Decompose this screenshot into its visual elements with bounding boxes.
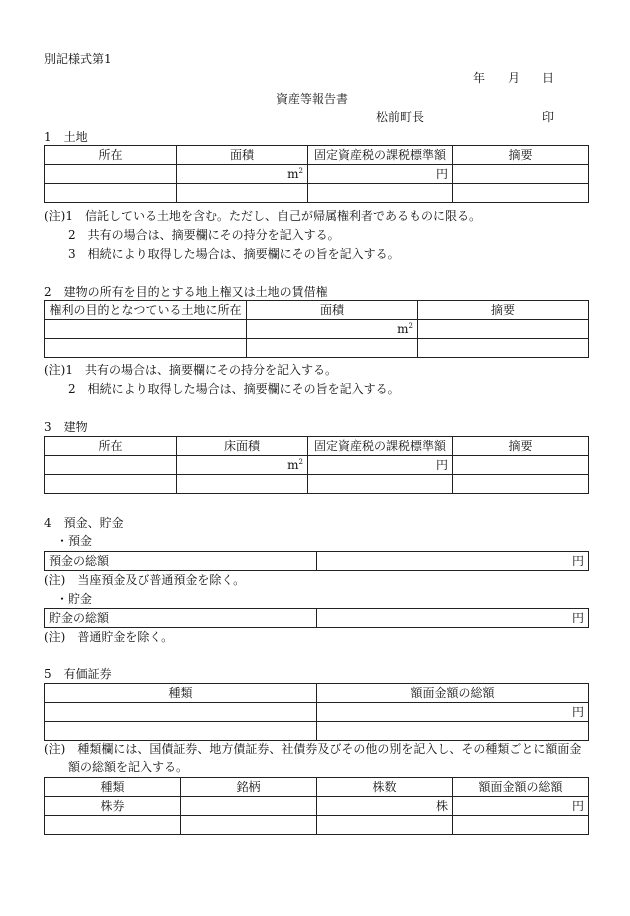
yen-unit: 円 [571,705,584,719]
form-number: 別記様式第1 [44,52,112,66]
note-line: 2 相続により取得した場合は、摘要欄にその旨を記入する。 [68,382,400,396]
remarks-cell[interactable] [453,165,589,184]
section-heading: 4 預金、貯金 [44,516,124,530]
area-cell[interactable] [247,320,418,339]
type-cell[interactable] [45,816,181,835]
row-label: 貯金の総額 [45,609,317,628]
row-label: 預金の総額 [45,552,317,571]
page-title: 資産等報告書 [276,92,349,106]
area-unit-exponent: 2 [298,458,303,466]
area-unit: m [287,167,299,181]
area-cell[interactable] [247,339,418,358]
column-header: 所在 [45,437,177,456]
note-line: (注) 普通貯金を除く。 [44,630,174,644]
table-row [45,184,589,203]
column-header: 銘柄 [181,778,317,797]
face-value-cell[interactable] [453,797,589,816]
section-heading: 2 建物の所有を目的とする地上権又は土地の賃借権 [44,285,328,299]
remarks-cell[interactable] [453,456,589,475]
column-header: 面積 [177,146,308,165]
column-header: 床面積 [177,437,308,456]
location-cell[interactable] [45,475,177,494]
table-row [45,797,589,816]
location-cell[interactable] [45,339,247,358]
section-heading: 3 建物 [44,420,88,434]
note-line: 3 相続により取得した場合は、摘要欄にその旨を記入する。 [68,247,400,261]
floor-area-cell[interactable] [177,456,308,475]
tax-base-cell[interactable] [308,475,453,494]
table-row [45,320,589,339]
amount-cell[interactable] [317,552,589,571]
remarks-cell[interactable] [453,475,589,494]
yen-unit: 円 [571,799,584,813]
section-heading: 5 有価証券 [44,667,112,681]
subheading-savings: ・貯金 [56,592,93,606]
land-table [44,145,589,203]
face-value-cell[interactable] [317,722,589,741]
note-line: (注)1 共有の場合は、摘要欄にその持分を記入する。 [44,363,338,377]
column-header: 種類 [45,684,317,703]
remarks-cell[interactable] [418,339,589,358]
addressee: 松前町長 [376,110,425,124]
column-header: 額面金額の総額 [317,684,589,703]
table-row [45,339,589,358]
area-unit-exponent: 2 [408,322,413,330]
area-cell[interactable] [177,184,308,203]
table-row [45,609,589,628]
section-heading: 1 土地 [44,130,88,144]
building-table [44,436,589,494]
table-header-row [45,778,589,797]
location-cell[interactable] [45,184,177,203]
column-header: 摘要 [453,437,589,456]
floor-area-cell[interactable] [177,475,308,494]
seal-mark: 印 [542,110,555,124]
date-year: 年 [473,71,486,85]
table-header-row [45,146,589,165]
area-unit: m [397,322,409,336]
note-line: 2 共有の場合は、摘要欄にその持分を記入する。 [68,228,340,242]
area-unit: m [287,458,299,472]
tax-base-cell[interactable] [308,184,453,203]
yen-unit: 円 [571,554,584,568]
shares-unit: 株 [435,799,448,813]
face-value-cell[interactable] [453,816,589,835]
type-cell[interactable] [45,703,317,722]
note-line: (注)1 信託している土地を含む。ただし、自己が帰属権利者であるものに限る。 [44,209,482,223]
note-line: (注) 種類欄には、国債証券、地方債証券、社債券及びその他の別を記入し、その種類ごとに額面金 [44,742,582,756]
note-line: (注) 当座預金及び普通預金を除く。 [44,573,246,587]
type-cell: 株券 [45,797,181,816]
brand-cell[interactable] [181,816,317,835]
table-row [45,703,589,722]
column-header: 株数 [317,778,453,797]
date-day: 日 [542,71,555,85]
subheading-deposit: ・預金 [56,534,93,548]
remarks-cell[interactable] [453,184,589,203]
face-value-cell[interactable] [317,703,589,722]
securities-table [44,683,589,741]
column-header: 面積 [247,301,418,320]
location-cell[interactable] [45,320,247,339]
table-row [45,552,589,571]
shares-cell[interactable] [317,816,453,835]
brand-cell[interactable] [181,797,317,816]
shares-cell[interactable] [317,797,453,816]
deposit-table [44,551,589,571]
table-row [45,475,589,494]
remarks-cell[interactable] [418,320,589,339]
tax-base-cell[interactable] [308,456,453,475]
column-header: 摘要 [418,301,589,320]
column-header: 固定資産税の課税標準額 [308,146,453,165]
table-row [45,722,589,741]
table-header-row [45,437,589,456]
table-header-row [45,301,589,320]
yen-unit: 円 [435,458,448,472]
leasehold-table [44,300,589,358]
table-row [45,816,589,835]
yen-unit: 円 [571,611,584,625]
date-month: 月 [508,71,521,85]
table-row [45,456,589,475]
column-header: 所在 [45,146,177,165]
savings-table [44,608,589,628]
column-header: 固定資産税の課税標準額 [308,437,453,456]
area-cell[interactable] [177,165,308,184]
type-cell[interactable] [45,722,317,741]
column-header: 種類 [45,778,181,797]
location-cell[interactable] [45,456,177,475]
column-header: 摘要 [453,146,589,165]
note-line: 額の総額を記入する。 [68,760,189,774]
table-row [45,165,589,184]
column-header: 権利の目的となつている土地に所在 [45,301,247,320]
yen-unit: 円 [435,167,448,181]
table-header-row [45,684,589,703]
stocks-table [44,777,589,835]
column-header: 額面金額の総額 [453,778,589,797]
location-cell[interactable] [45,165,177,184]
area-unit-exponent: 2 [298,167,303,175]
tax-base-cell[interactable] [308,165,453,184]
amount-cell[interactable] [317,609,589,628]
